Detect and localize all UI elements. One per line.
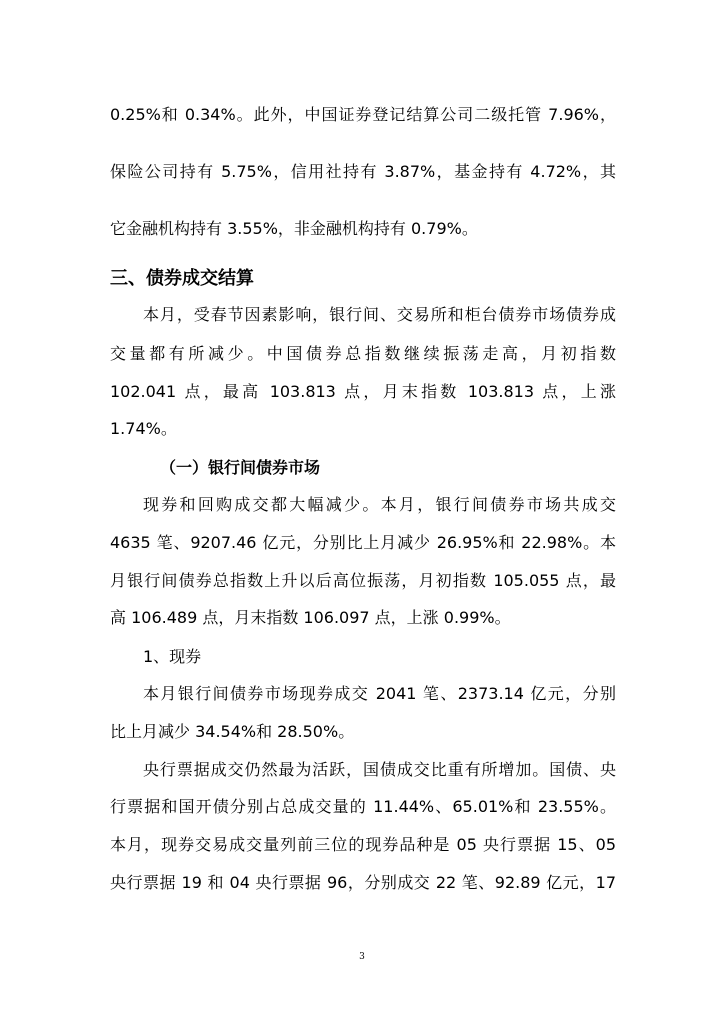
text-line: 保险公司持有 5.75%，信用社持有 3.87%，基金持有 4.72%，其 — [110, 162, 616, 181]
text-line: 交量都有所减少。中国债券总指数继续振荡走高，月初指数 — [110, 344, 616, 363]
text-line: 月银行间债券总指数上升以后高位振荡，月初指数 105.055 点，最 — [110, 571, 616, 590]
text-line: 高 106.489 点，月末指数 106.097 点，上涨 0.99%。 — [110, 608, 511, 627]
text-line: 行票据和国开债分别占总成交量的 11.44%、65.01%和 23.55%。 — [110, 797, 616, 816]
text-line: 它金融机构持有 3.55%，非金融机构持有 0.79%。 — [110, 219, 478, 238]
section-heading: 三、债券成交结算 — [110, 268, 254, 289]
item-heading: 1、现券 — [143, 647, 202, 666]
text-line: 央行票据 19 和 04 央行票据 96，分别成交 22 笔、92.89 亿元，17 — [110, 873, 616, 892]
subsection-heading: （一）银行间债券市场 — [160, 458, 321, 477]
text-line: 本月银行间债券市场现券成交 2041 笔、2373.14 亿元，分别 — [143, 684, 616, 703]
text-line: 现券和回购成交都大幅减少。本月，银行间债券市场共成交 — [143, 495, 616, 514]
text-line: 0.25%和 0.34%。此外，中国证券登记结算公司二级托管 7.96%， — [110, 105, 616, 124]
page-number: 3 — [359, 952, 365, 962]
text-line: 央行票据成交仍然最为活跃，国债成交比重有所增加。国债、央 — [143, 760, 616, 779]
text-line: 比上月减少 34.54%和 28.50%。 — [110, 722, 355, 741]
text-line: 102.041 点，最高 103.813 点，月末指数 103.813 点，上涨 — [110, 382, 616, 401]
text-line: 4635 笔、9207.46 亿元，分别比上月减少 26.95%和 22.98%。本 — [110, 533, 616, 552]
text-line: 本月，受春节因素影响，银行间、交易所和柜台债券市场债券成 — [143, 305, 616, 324]
text-line: 本月，现券交易成交量列前三位的现券品种是 05 央行票据 15、05 — [110, 835, 616, 854]
text-line: 1.74%。 — [110, 419, 177, 438]
